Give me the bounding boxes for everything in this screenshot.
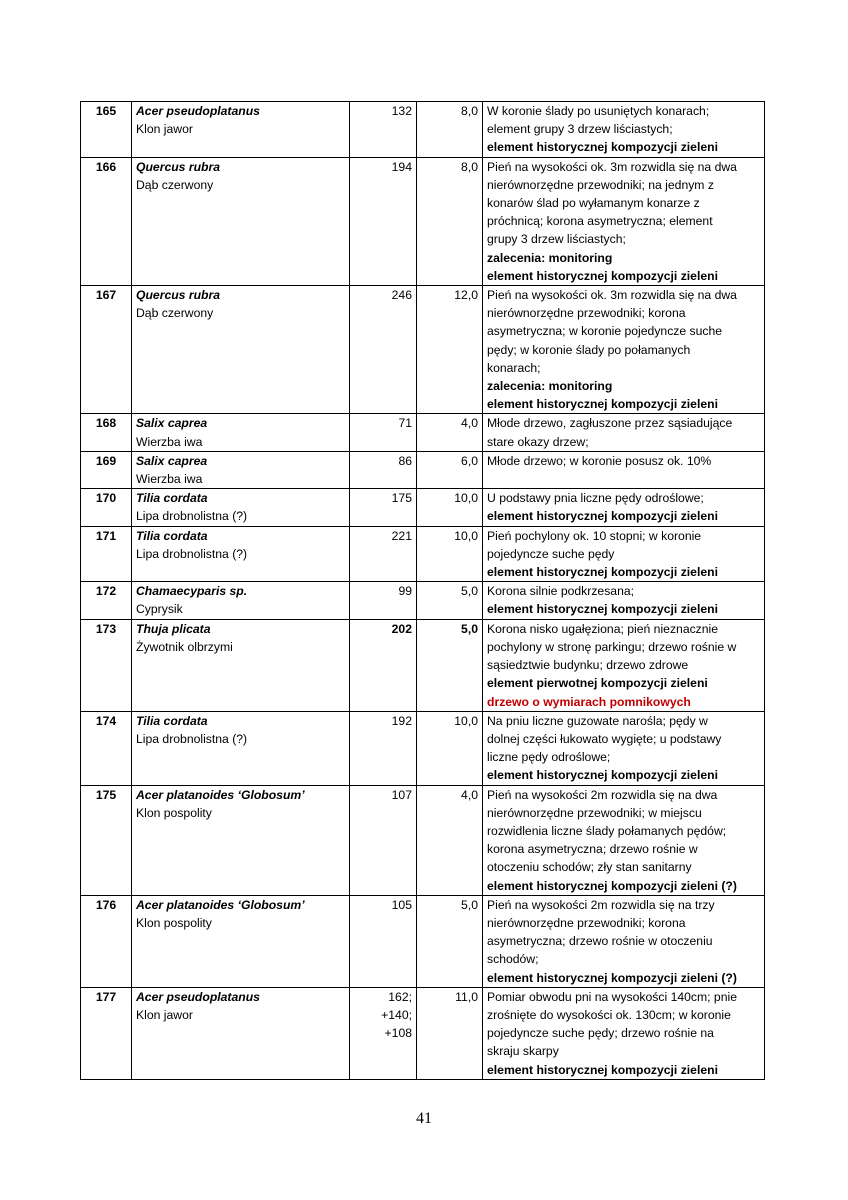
- height-value: 10,0: [417, 489, 483, 526]
- description-line: pojedyncze suche pędy; drzewo rośnie na: [487, 1026, 714, 1041]
- height-value: 4,0: [417, 414, 483, 451]
- tree-number: 171: [81, 526, 132, 582]
- description-cell: [483, 895, 765, 987]
- tree-number: 167: [81, 286, 132, 414]
- latin-name: Tilia cordata: [136, 713, 208, 728]
- page-number: 41: [416, 1110, 432, 1127]
- tree-inventory-table: [80, 101, 765, 1080]
- description-bold-line: zalecenia: monitoring: [487, 250, 613, 265]
- description-line: korona asymetryczna; drzewo rośnie w: [487, 842, 698, 857]
- description-cell: [483, 526, 765, 582]
- tree-number: 169: [81, 451, 132, 488]
- circumference-value: 192: [391, 713, 412, 728]
- polish-name: Dąb czerwony: [136, 306, 214, 321]
- tree-number: 174: [81, 711, 132, 785]
- description-line: Na pniu liczne guzowate narośla; pędy w: [487, 713, 708, 728]
- table-row: [81, 619, 765, 711]
- description-line: Młode drzewo, zagłuszone przez sąsiadujące: [487, 416, 733, 431]
- description-line: otoczeniu schodów; zły stan sanitarny: [487, 860, 692, 875]
- circumference-cell: [350, 711, 417, 785]
- description-line: Pomiar obwodu pni na wysokości 140cm; pnie: [487, 989, 737, 1004]
- description-line: pochylony w stronę parkingu; drzewo rośnie w: [487, 639, 737, 654]
- description-cell: [483, 102, 765, 158]
- description-line: Pień pochylony ok. 10 stopni; w koronie: [487, 528, 702, 543]
- description-line: grupy 3 drzew liściastych;: [487, 232, 626, 247]
- latin-name: Quercus rubra: [136, 288, 220, 303]
- description-line: pędy; w koronie ślady po połamanych: [487, 342, 691, 357]
- description-line: asymetryczna; drzewo rośnie w otoczeniu: [487, 934, 713, 949]
- species-cell: [132, 489, 350, 526]
- circumference-value: +108: [384, 1026, 412, 1041]
- table-row: [81, 489, 765, 526]
- table-row: [81, 102, 765, 158]
- circumference-value: 221: [391, 528, 412, 543]
- height-value: 8,0: [417, 102, 483, 158]
- description-line: Korona silnie podkrzesana;: [487, 584, 635, 599]
- description-line: Korona nisko ugałęziona; pień nieznacznie: [487, 621, 719, 636]
- description-line: nierównorzędne przewodniki; w miejscu: [487, 805, 702, 820]
- species-cell: [132, 711, 350, 785]
- tree-number: 173: [81, 619, 132, 711]
- latin-name: Chamaecyparis sp.: [136, 584, 248, 599]
- tree-number: 168: [81, 414, 132, 451]
- species-cell: [132, 987, 350, 1079]
- circumference-cell: [350, 987, 417, 1079]
- height-value: 10,0: [417, 526, 483, 582]
- description-line: konarach;: [487, 360, 541, 375]
- table-row: [81, 987, 765, 1079]
- latin-name: Tilia cordata: [136, 528, 208, 543]
- description-highlight-line: drzewo o wymiarach pomnikowych: [487, 694, 691, 709]
- species-cell: [132, 895, 350, 987]
- circumference-cell: [350, 582, 417, 619]
- circumference-value: 105: [391, 897, 412, 912]
- description-bold-line: element historycznej kompozycji zieleni: [487, 140, 718, 155]
- circumference-cell: [350, 526, 417, 582]
- circumference-cell: [350, 102, 417, 158]
- height-value: 10,0: [417, 711, 483, 785]
- species-cell: [132, 451, 350, 488]
- polish-name: Wierzba iwa: [136, 434, 203, 449]
- description-line: Pień na wysokości 2m rozwidla się na dwa: [487, 787, 718, 802]
- description-line: Pień na wysokości ok. 3m rozwidla się na dwa: [487, 288, 737, 303]
- circumference-value: 246: [391, 288, 412, 303]
- description-bold-line: element historycznej kompozycji zieleni: [487, 602, 718, 617]
- species-cell: [132, 582, 350, 619]
- description-line: nierównorzędne przewodniki; korona: [487, 915, 686, 930]
- latin-name: Quercus rubra: [136, 159, 220, 174]
- latin-name: Acer platanoides ‘Globosum’: [136, 787, 305, 802]
- species-cell: [132, 526, 350, 582]
- latin-name: Salix caprea: [136, 453, 208, 468]
- circumference-cell: [350, 895, 417, 987]
- description-cell: [483, 489, 765, 526]
- description-line: rozwidlenia liczne ślady połamanych pędów;: [487, 823, 727, 838]
- circumference-value: 202: [391, 621, 412, 636]
- description-bold-line: element pierwotnej kompozycji zieleni: [487, 676, 708, 691]
- description-line: skraju skarpy: [487, 1044, 559, 1059]
- description-cell: [483, 582, 765, 619]
- height-value: 4,0: [417, 785, 483, 895]
- polish-name: Wierzba iwa: [136, 472, 203, 487]
- tree-number: 176: [81, 895, 132, 987]
- polish-name: Lipa drobnolistna (?): [136, 546, 248, 561]
- description-line: konarów ślad po wyłamanym konarze z: [487, 196, 700, 211]
- circumference-value: 71: [398, 416, 412, 431]
- description-bold-line: element historycznej kompozycji zieleni: [487, 1062, 718, 1077]
- description-line: element grupy 3 drzew liściastych;: [487, 122, 673, 137]
- description-cell: [483, 286, 765, 414]
- circumference-value: 162;: [388, 989, 412, 1004]
- polish-name: Dąb czerwony: [136, 177, 214, 192]
- circumference-value: 194: [391, 159, 412, 174]
- description-line: zrośnięte do wysokości ok. 130cm; w koronie: [487, 1007, 731, 1022]
- description-line: schodów;: [487, 952, 539, 967]
- table-row: [81, 157, 765, 285]
- species-cell: [132, 157, 350, 285]
- latin-name: Acer platanoides ‘Globosum’: [136, 897, 305, 912]
- table-row: [81, 451, 765, 488]
- species-cell: [132, 785, 350, 895]
- height-value: 5,0: [417, 895, 483, 987]
- latin-name: Acer pseudoplatanus: [136, 104, 260, 118]
- table-row: [81, 895, 765, 987]
- circumference-cell: [350, 157, 417, 285]
- latin-name: Thuja plicata: [136, 621, 211, 636]
- circumference-value: 175: [391, 491, 412, 506]
- tree-number: 177: [81, 987, 132, 1079]
- description-line: sąsiedztwie budynku; drzewo zdrowe: [487, 658, 689, 673]
- polish-name: Żywotnik olbrzymi: [136, 639, 233, 654]
- species-cell: [132, 619, 350, 711]
- species-cell: [132, 286, 350, 414]
- description-bold-line: element historycznej kompozycji zieleni: [487, 268, 718, 283]
- description-cell: [483, 987, 765, 1079]
- description-bold-line: element historycznej kompozycji zieleni (?): [487, 878, 737, 893]
- description-line: dolnej części łukowato wygięte; u podstawy: [487, 731, 722, 746]
- tree-number: 165: [81, 102, 132, 158]
- circumference-cell: [350, 286, 417, 414]
- polish-name: Cyprysik: [136, 602, 183, 617]
- description-line: próchnicą; korona asymetryczna; element: [487, 214, 713, 229]
- table-row: [81, 582, 765, 619]
- description-line: stare okazy drzew;: [487, 434, 589, 449]
- description-line: Pień na wysokości 2m rozwidla się na trzy: [487, 897, 715, 912]
- description-line: nierównorzędne przewodniki; korona: [487, 306, 686, 321]
- height-value: 5,0: [417, 619, 483, 711]
- circumference-value: 132: [391, 104, 412, 118]
- description-bold-line: element historycznej kompozycji zieleni: [487, 565, 718, 580]
- circumference-cell: [350, 619, 417, 711]
- tree-number: 175: [81, 785, 132, 895]
- latin-name: Acer pseudoplatanus: [136, 989, 260, 1004]
- height-value: 8,0: [417, 157, 483, 285]
- species-cell: [132, 102, 350, 158]
- table-body: [81, 102, 765, 1080]
- height-value: 12,0: [417, 286, 483, 414]
- description-bold-line: zalecenia: monitoring: [487, 379, 613, 394]
- polish-name: Lipa drobnolistna (?): [136, 731, 248, 746]
- height-value: 6,0: [417, 451, 483, 488]
- description-cell: [483, 414, 765, 451]
- tree-number: 170: [81, 489, 132, 526]
- table-row: [81, 286, 765, 414]
- description-cell: [483, 451, 765, 488]
- description-line: asymetryczna; w koronie pojedyncze suche: [487, 324, 723, 339]
- description-bold-line: element historycznej kompozycji zieleni (?): [487, 970, 737, 985]
- description-bold-line: element historycznej kompozycji zieleni: [487, 509, 718, 524]
- circumference-cell: [350, 489, 417, 526]
- description-line: Pień na wysokości ok. 3m rozwidla się na dwa: [487, 159, 737, 174]
- circumference-value: 86: [398, 453, 412, 468]
- circumference-value: 99: [398, 584, 412, 599]
- circumference-cell: [350, 785, 417, 895]
- description-line: nierównorzędne przewodniki; na jednym z: [487, 177, 714, 192]
- description-bold-line: element historycznej kompozycji zieleni: [487, 397, 718, 412]
- latin-name: Tilia cordata: [136, 491, 208, 506]
- description-cell: [483, 785, 765, 895]
- table-row: [81, 711, 765, 785]
- polish-name: Klon jawor: [136, 122, 193, 137]
- table-row: [81, 785, 765, 895]
- latin-name: Salix caprea: [136, 416, 208, 431]
- tree-number: 172: [81, 582, 132, 619]
- height-value: 5,0: [417, 582, 483, 619]
- polish-name: Klon jawor: [136, 1007, 193, 1022]
- circumference-value: 107: [391, 787, 412, 802]
- circumference-value: +140;: [381, 1007, 412, 1022]
- description-line: Młode drzewo; w koronie posusz ok. 10%: [487, 453, 712, 468]
- height-value: 11,0: [417, 987, 483, 1079]
- circumference-cell: [350, 414, 417, 451]
- circumference-cell: [350, 451, 417, 488]
- description-line: liczne pędy odroślowe;: [487, 750, 611, 765]
- species-cell: [132, 414, 350, 451]
- table-row: [81, 414, 765, 451]
- description-line: U podstawy pnia liczne pędy odroślowe;: [487, 491, 704, 506]
- description-bold-line: element historycznej kompozycji zieleni: [487, 768, 718, 783]
- polish-name: Klon pospolity: [136, 805, 212, 820]
- description-line: pojedyncze suche pędy: [487, 546, 615, 561]
- description-cell: [483, 157, 765, 285]
- description-cell: [483, 619, 765, 711]
- tree-number: 166: [81, 157, 132, 285]
- description-cell: [483, 711, 765, 785]
- polish-name: Klon pospolity: [136, 915, 212, 930]
- description-line: W koronie ślady po usuniętych konarach;: [487, 104, 710, 118]
- polish-name: Lipa drobnolistna (?): [136, 509, 248, 524]
- table-row: [81, 526, 765, 582]
